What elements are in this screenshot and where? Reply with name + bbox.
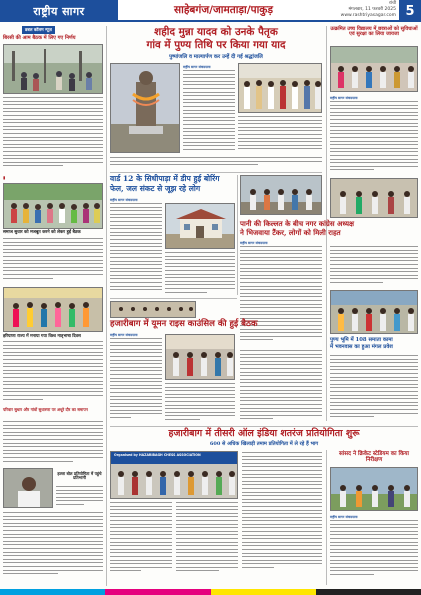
rice-story-body-2: [165, 383, 235, 423]
top-story-subhead: पुष्पांजलि व माल्यार्पण कर उन्हें दी गई श्रद्धांजलि: [169, 54, 263, 60]
house-photo-illustration: [166, 204, 235, 249]
ward-story-headline-2: फेल, जल संकट से जूझ रहे लोग: [110, 184, 201, 193]
left-story1-body: [3, 97, 103, 177]
puja-story-headline-2: में भवनवास का हुआ मंगल प्रवेश: [330, 344, 393, 350]
stadium-story-photo: [330, 467, 418, 511]
double-column-kicker: डबल कॉलम न्यूज़: [22, 26, 55, 34]
rice-story-photo-top: [110, 301, 196, 318]
water-story-photo-2: [330, 178, 418, 218]
stadium-story-byline: राष्ट्रीय सागर संवाददाता: [330, 515, 358, 519]
top-story-body-3: [110, 157, 322, 169]
council-photo-illustration: [166, 335, 235, 380]
stadium-photo-illustration: [331, 468, 418, 511]
top-story-byline: राष्ट्रीय सागर संवाददाता: [183, 65, 211, 69]
chess-story-subhead: 600 से अधिक खिलाड़ी तमाम प्रतियोगिता में ले रहे हैं भाग: [209, 441, 319, 447]
rice-story-byline: राष्ट्रीय सागर संवाददाता: [110, 333, 138, 337]
ward-story-byline: राष्ट्रीय सागर संवाददाता: [110, 198, 138, 202]
left-story1-headline: बिरसी की आम बैठक में लिए गए निर्णय: [3, 35, 76, 41]
left-photo-portrait: [3, 468, 53, 508]
statue-photo-illustration: [111, 64, 180, 153]
ward-story-photo: [165, 203, 235, 249]
tanker-photo-illustration: [241, 176, 322, 215]
water-story-byline: राष्ट्रीय सागर संवाददाता: [240, 241, 268, 245]
top-story-headline-2: गांव में पुण्य तिथि पर किया गया याद: [146, 39, 286, 51]
date-city: रांची: [388, 1, 396, 6]
hall-photo-illustration: [111, 302, 196, 318]
chess-story-body-1: [110, 502, 172, 582]
chess-event-photo-illustration: [111, 452, 238, 499]
left-photo-meeting: [3, 44, 103, 94]
column-divider-left: [106, 26, 107, 586]
ward-story-body-1: [110, 203, 162, 295]
group-photo-illustration: [4, 184, 103, 229]
date-block: [329, 0, 399, 22]
left-story3-subhead: परिवार सुधार और गांवों सुधारणा पर अधूरे दौर का समापन: [3, 407, 88, 412]
left-story1-highlight: ▮: [3, 175, 6, 180]
column-divider-bottom-right: [326, 450, 327, 585]
paper-name: राष्ट्रीय सागर: [0, 0, 118, 22]
edition-title: साहेबगंज/जामताड़ा/पाकुड़: [118, 0, 329, 22]
ward-story-body-2: [165, 252, 235, 295]
stadium-story-body: [330, 520, 418, 582]
school-photo-illustration: [331, 47, 418, 92]
right-top-headline: उत्क्रमित उच्च विद्यालय में छात्राओं को सुविधाओं एवं सुरक्षा का लिया जायजा: [330, 26, 418, 38]
top-story-headline-1: शहीद मुन्ना यादव को उनके पैतृक: [154, 26, 278, 38]
water-story-body-1: [240, 246, 322, 346]
gathering-photo-illustration: [331, 291, 418, 334]
left-story2-body: [3, 238, 103, 286]
rice-story-body-1: [110, 338, 162, 423]
chess-story-body-2: [176, 502, 238, 582]
cyan-swatch: [0, 589, 105, 595]
website-text: www.rashtriyasagar.com: [340, 13, 396, 18]
divider-top-story: [110, 172, 322, 173]
left-story3-body: [3, 341, 103, 407]
masthead: [0, 0, 421, 22]
chess-story-headline: हजारीबाग में तीसरी ऑल इंडिया शतरंज प्रतियोगिता शुरू: [168, 428, 360, 439]
left-story4-headline: हल्ला बोल प्रतियोगिता में पहुंचे प्रतिभागी: [57, 471, 102, 481]
left-story3-headline: हरियाणा राज्य में मनाया गया विश्व मातृभाषा दिवस: [3, 333, 81, 338]
water-story-headline-2: ने भिजवाया टैंकर, लोगों को मिली राहत: [240, 228, 341, 237]
right-top-photo: [330, 46, 418, 92]
magenta-swatch: [105, 589, 210, 595]
right-top-byline: राष्ट्रीय सागर संवाददाता: [330, 96, 358, 100]
yellow-swatch: [211, 589, 316, 595]
chess-event-banner: Organised by HAZARIBAGH CHESS ASSOCIATION: [112, 452, 236, 457]
meeting-photo-illustration: [4, 45, 103, 94]
people-photo-illustration: [331, 179, 418, 218]
water-story-photo-3: [330, 290, 418, 334]
portrait-photo-illustration: [4, 469, 53, 508]
left-story3-body2: [3, 421, 103, 466]
puja-story-headline-1: पुण्य भूमि में 108 समाता कामा: [330, 337, 393, 343]
date-text: मंगलवार, 11 फरवरी 2025: [348, 7, 396, 12]
left-story4-body: [3, 512, 103, 582]
right-top-body: [330, 101, 418, 176]
chess-story-body-3: [242, 452, 322, 582]
celebration-photo-illustration: [4, 288, 103, 332]
rice-story-photo: [165, 334, 235, 380]
top-story-body-2: [238, 116, 322, 153]
divider-chess: [110, 426, 418, 427]
black-swatch: [316, 589, 421, 595]
left-story4-body-short: [56, 486, 103, 508]
divider-ward: [110, 298, 237, 299]
water-story-body-2: [330, 246, 418, 286]
ward-story-headline-1: वार्ड 12 के सिधीपाड़ा में डीप हुई बोरिंग: [110, 174, 220, 183]
page-number: 5: [399, 0, 421, 22]
footer-color-strip: [0, 589, 421, 595]
rice-story-body-3: [240, 350, 322, 423]
column-divider-mid: [237, 175, 238, 295]
top-story-body-1: [183, 70, 235, 153]
top-story-photo-statue: [110, 63, 180, 153]
puja-story-body: [330, 355, 418, 421]
top-story-photo-crowd: [238, 63, 322, 113]
crowd-photo-illustration: [239, 64, 322, 113]
left-photo-group: [3, 183, 103, 229]
left-photo-celebration: [3, 287, 103, 332]
chess-story-photo: [110, 451, 238, 499]
water-story-photo-1: [240, 175, 322, 215]
rice-story-headline: हजारीबाग में यूमन राइस काउंसिल की हुई बैठक: [110, 319, 258, 329]
left-story2-headline: समाज सुधार को मजबूत करने को लेकर हुई बैठक: [3, 230, 81, 235]
stadium-story-headline: सांसद ने क्रिकेट स्टेडियम का किया निरीक्षण: [339, 451, 409, 463]
water-story-headline-1: पानी की किल्लत के बीच नगर कांग्रेस अध्यक्ष: [240, 219, 355, 228]
